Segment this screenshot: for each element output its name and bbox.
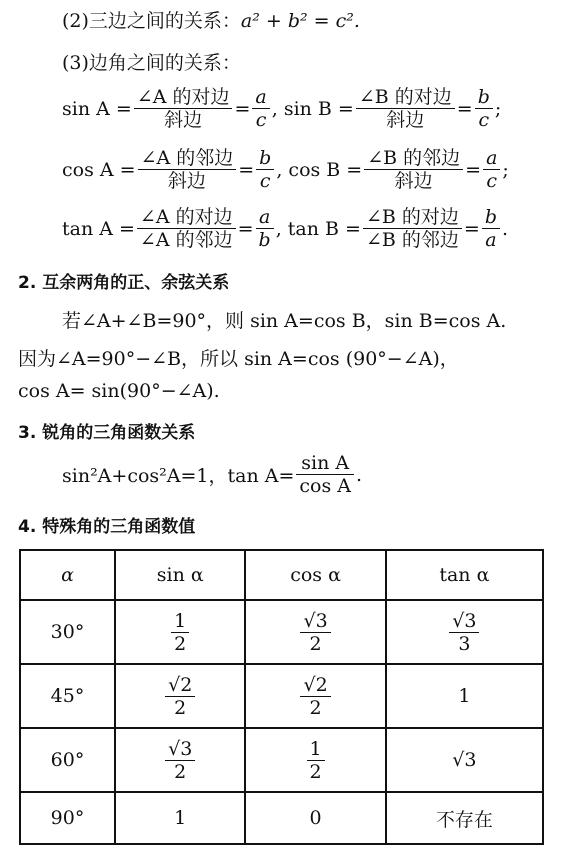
sinA-eq: = xyxy=(234,97,251,120)
tan-cell: 1 xyxy=(386,664,543,728)
header-alpha: α xyxy=(20,550,115,600)
fraction-num: 1 xyxy=(307,738,325,761)
fraction-num: 1 xyxy=(171,610,189,633)
cos-cell xyxy=(245,664,385,728)
tan-cell xyxy=(386,600,543,664)
section3-formula-end: . xyxy=(355,463,363,486)
value-fraction xyxy=(307,738,325,783)
special-angles-table xyxy=(19,549,544,845)
tanA-den: b xyxy=(258,229,271,251)
cosB-word-den: 斜边 xyxy=(394,170,433,192)
cosB-den: c xyxy=(486,170,498,192)
fraction-den: 2 xyxy=(174,696,187,719)
sinB-fraction xyxy=(475,86,493,131)
cosA-word-den: 斜边 xyxy=(167,170,206,192)
section3-formula xyxy=(62,452,362,497)
section2-line1: 若∠A+∠B=90°，则 sin A=cos B，sin B=cos A. xyxy=(62,310,507,332)
header-cos: cos α xyxy=(245,550,385,600)
tanB-eq: = xyxy=(463,217,480,240)
section3-formula-pre: sin²A+cos²A=1，tan A= xyxy=(62,465,295,487)
cosB-end: ; xyxy=(502,158,509,181)
section2-line2: 因为∠A=90°−∠B，所以 sin A=cos (90°−∠A)， xyxy=(18,348,459,370)
item2-line xyxy=(62,6,360,33)
tanA-fraction xyxy=(256,206,274,251)
cosB-lhs: , cos B = xyxy=(276,158,363,181)
cosB-fraction xyxy=(483,147,500,192)
sin-cell xyxy=(115,728,245,792)
angle-cell: 60° xyxy=(20,728,115,792)
cosA-lhs: cos A = xyxy=(62,158,136,181)
tanB-word-num: ∠B 的对边 xyxy=(363,206,462,229)
sinB-den: c xyxy=(478,109,490,131)
table-row xyxy=(20,728,543,792)
sinB-word-num: ∠B 的对边 xyxy=(356,86,455,109)
value-fraction xyxy=(449,610,479,655)
fraction-den: 2 xyxy=(174,760,187,783)
item2-label: (2)三边之间的关系： xyxy=(62,10,241,32)
table-row xyxy=(20,600,543,664)
sinB-end: ; xyxy=(494,97,502,120)
sin-cell xyxy=(115,600,245,664)
sinA-num: a xyxy=(252,86,269,109)
cos-cell xyxy=(245,600,385,664)
tanA-num: a xyxy=(256,206,274,229)
tan-ratio-den: cos A xyxy=(299,475,351,497)
table-row xyxy=(20,792,543,844)
cos-relations xyxy=(62,147,509,192)
cosA-num: b xyxy=(256,147,274,170)
tan-ratio-num: sin A xyxy=(296,452,354,475)
cos-cell xyxy=(245,728,385,792)
tan-cell: 不存在 xyxy=(386,792,543,844)
tanA-word-den: ∠A 的邻边 xyxy=(139,229,233,251)
fraction-den: 2 xyxy=(309,760,322,783)
cosA-den: c xyxy=(259,170,271,192)
fraction-num: √2 xyxy=(300,674,330,697)
sinA-fraction xyxy=(252,86,269,131)
tanA-word-fraction xyxy=(137,206,236,251)
sinA-word-fraction xyxy=(134,86,233,131)
sin-cell: 1 xyxy=(115,792,245,844)
cosA-word-num: ∠A 的邻边 xyxy=(138,147,237,170)
table-row xyxy=(20,664,543,728)
tanB-num: b xyxy=(482,206,500,229)
cosB-word-num: ∠B 的邻边 xyxy=(364,147,463,170)
tanA-word-num: ∠A 的对边 xyxy=(137,206,236,229)
cosA-eq: = xyxy=(238,158,255,181)
fraction-den: 2 xyxy=(174,632,187,655)
value-fraction xyxy=(300,674,330,719)
header-sin: sin α xyxy=(115,550,245,600)
item3-label: (3)边角之间的关系： xyxy=(62,52,241,74)
angle-cell: 45° xyxy=(20,664,115,728)
tan-relations xyxy=(62,206,508,251)
tan-cell: √3 xyxy=(386,728,543,792)
tanB-lhs: , tan B = xyxy=(275,217,361,240)
section3-heading: 3. 锐角的三角函数关系 xyxy=(18,423,196,443)
sinA-word-den: 斜边 xyxy=(164,109,203,131)
value-fraction xyxy=(165,674,195,719)
fraction-num: √2 xyxy=(165,674,195,697)
cosB-word-fraction xyxy=(364,147,463,192)
tanA-lhs: tan A = xyxy=(62,217,135,240)
fraction-den: 2 xyxy=(309,632,322,655)
fraction-den: 3 xyxy=(458,632,471,655)
sinB-word-fraction xyxy=(356,86,455,131)
tanB-end: . xyxy=(501,217,509,240)
tanB-word-den: ∠B 的邻边 xyxy=(365,229,459,251)
cosB-eq: = xyxy=(465,158,482,181)
value-fraction xyxy=(300,610,330,655)
angle-cell: 90° xyxy=(20,792,115,844)
value-fraction xyxy=(165,738,195,783)
item2-formula: a² + b² = c². xyxy=(240,10,360,32)
fraction-den: 2 xyxy=(309,696,322,719)
cosA-fraction xyxy=(256,147,274,192)
section2-heading: 2. 互余两角的正、余弦关系 xyxy=(18,273,230,293)
sin-cell xyxy=(115,664,245,728)
cosB-num: a xyxy=(483,147,500,170)
sinB-word-den: 斜边 xyxy=(386,109,425,131)
cosA-word-fraction xyxy=(138,147,237,192)
tanB-den: a xyxy=(485,229,497,251)
sinA-den: c xyxy=(255,109,267,131)
fraction-num: √3 xyxy=(449,610,479,633)
table-header-row xyxy=(20,550,543,600)
fraction-num: √3 xyxy=(165,738,195,761)
angle-cell: 30° xyxy=(20,600,115,664)
sinB-lhs: , sin B = xyxy=(271,97,354,120)
header-tan: tan α xyxy=(386,550,543,600)
sinA-lhs: sin A = xyxy=(62,97,132,120)
tanB-fraction xyxy=(482,206,500,251)
cos-cell: 0 xyxy=(245,792,385,844)
sinB-eq: = xyxy=(456,97,473,120)
sinB-num: b xyxy=(475,86,493,109)
sin-relations xyxy=(62,86,501,131)
section4-heading: 4. 特殊角的三角函数值 xyxy=(18,517,196,537)
tanB-word-fraction xyxy=(363,206,462,251)
value-fraction xyxy=(171,610,189,655)
tan-ratio-fraction xyxy=(296,452,354,497)
section2-line3: cos A= sin(90°−∠A). xyxy=(18,380,220,402)
fraction-num: √3 xyxy=(300,610,330,633)
sinA-word-num: ∠A 的对边 xyxy=(134,86,233,109)
tanA-eq: = xyxy=(237,217,254,240)
